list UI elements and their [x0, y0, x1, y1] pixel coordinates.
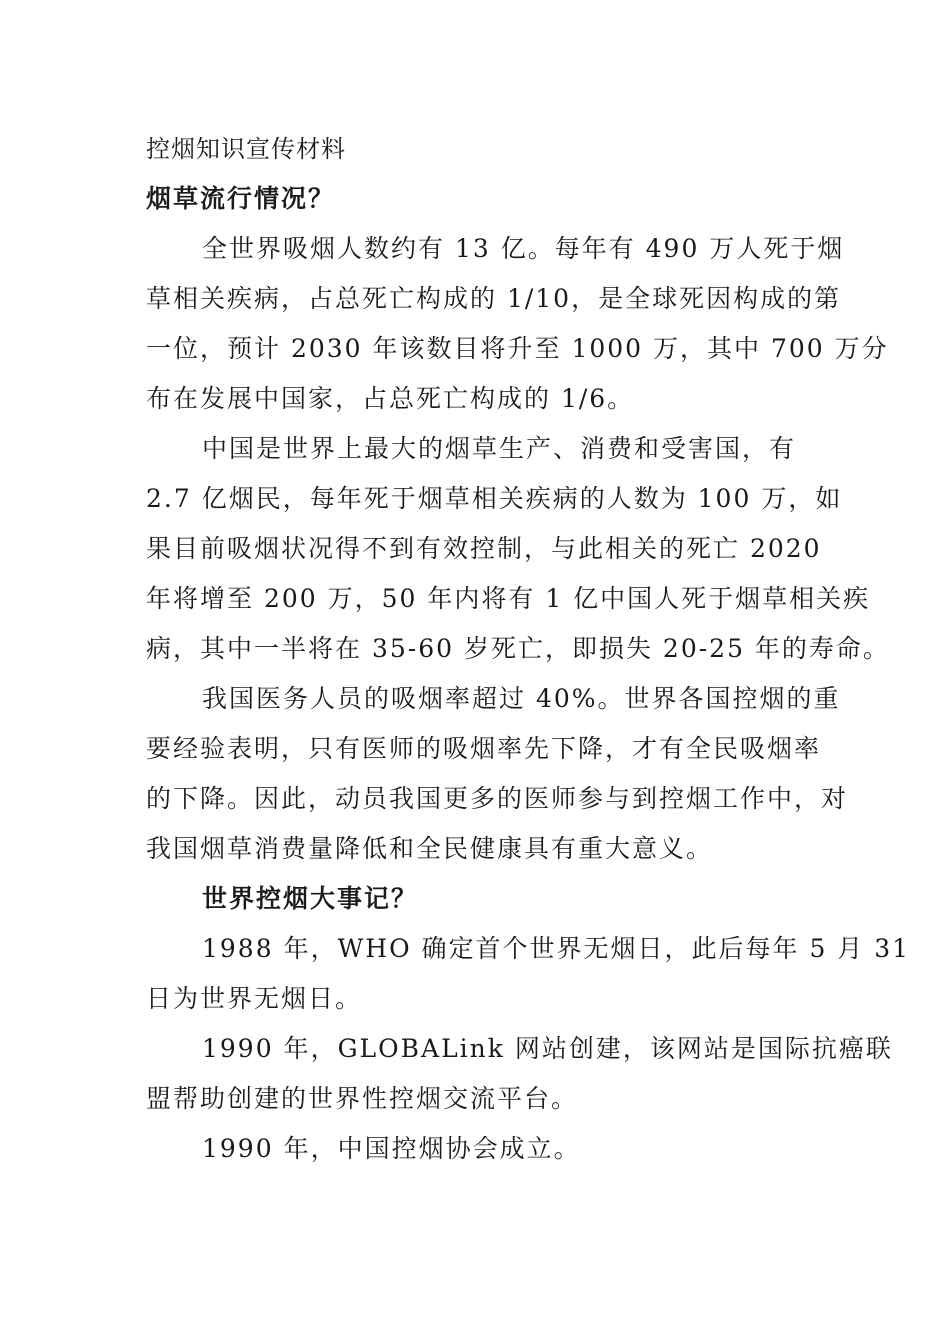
text-line: 的下降。因此，动员我国更多的医师参与到控烟工作中，对 — [146, 784, 849, 813]
text-line: 我国烟草消费量降低和全民健康具有重大意义。 — [146, 834, 714, 863]
title-text: 控烟知识宣传材料 — [146, 135, 346, 163]
text-line: 我国医务人员的吸烟率超过 40%。世界各国控烟的重 — [202, 684, 841, 713]
section-heading-tobacco-control-events: 世界控烟大事记？ — [202, 884, 419, 913]
text-line: 1990 年，GLOBALink 网站创建，该网站是国际抗癌联 — [202, 1034, 893, 1063]
text-line: 1990 年，中国控烟协会成立。 — [202, 1134, 581, 1163]
text-line: 果目前吸烟状况得不到有效控制，与此相关的死亡 2020 — [146, 534, 822, 563]
event-1990-globalink — [146, 1024, 893, 1124]
text-line: 中国是世界上最大的烟草生产、消费和受害国，有 — [202, 434, 797, 463]
paragraph-china-smoking — [146, 424, 890, 674]
text-line: 要经验表明，只有医师的吸烟率先下降，才有全民吸烟率 — [146, 734, 822, 763]
event-1988 — [146, 924, 911, 1024]
text-line: 日为世界无烟日。 — [146, 984, 363, 1013]
text-line: 年将增至 200 万，50 年内将有 1 亿中国人死于烟草相关疾 — [146, 584, 871, 613]
text-line: 全世界吸烟人数约有 13 亿。每年有 490 万人死于烟 — [202, 234, 845, 263]
text-line: 病，其中一半将在 35-60 岁死亡，即损失 20-25 年的寿命。 — [146, 634, 890, 663]
text-line: 布在发展中国家，占总死亡构成的 1/6。 — [146, 384, 635, 413]
event-1990-association — [146, 1124, 806, 1174]
paragraph-global-smoking — [146, 224, 889, 424]
text-line: 一位，预计 2030 年该数目将升至 1000 万，其中 700 万分 — [146, 334, 889, 363]
text-line: 草相关疾病，占总死亡构成的 1/10，是全球死因构成的第 — [146, 284, 842, 313]
section-heading-smoking-prevalence: 烟草流行情况？ — [146, 184, 336, 213]
text-line: 2.7 亿烟民，每年死于烟草相关疾病的人数为 100 万，如 — [146, 484, 843, 513]
paragraph-medical-staff — [146, 674, 849, 874]
document-title — [146, 124, 806, 174]
document-body — [146, 174, 911, 1174]
text-line: 盟帮助创建的世界性控烟交流平台。 — [146, 1084, 579, 1113]
text-line: 1988 年，WHO 确定首个世界无烟日，此后每年 5 月 31 — [202, 934, 911, 963]
